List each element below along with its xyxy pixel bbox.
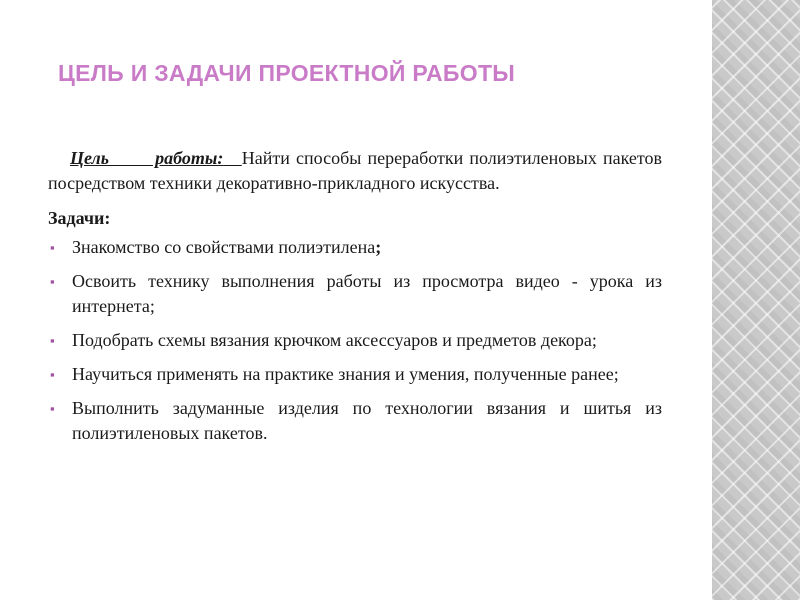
tasks-list [48, 235, 662, 446]
task-text-suffix: ; [375, 237, 382, 257]
decorative-side-band [712, 0, 800, 600]
square-bullet-icon: ▪ [50, 367, 55, 382]
slide-body [48, 146, 662, 455]
task-text: Подобрать схемы вязания крючком аксессуаров и предметов декора; [72, 330, 597, 350]
tasks-heading: Задачи: [48, 208, 111, 228]
square-bullet-icon: ▪ [50, 274, 55, 289]
task-item [48, 269, 662, 319]
square-bullet-icon: ▪ [50, 333, 55, 348]
task-item [48, 396, 662, 446]
goal-label-underline-gap [223, 148, 241, 168]
task-item [48, 328, 662, 353]
square-bullet-icon: ▪ [50, 401, 55, 416]
task-text: Освоить технику выполнения работы из просмотра видео - урока из интернета; [72, 271, 662, 316]
slide-title: ЦЕЛЬ И ЗАДАЧИ ПРОЕКТНОЙ РАБОТЫ [58, 60, 516, 86]
task-text: Выполнить задуманные изделия по технологии вязания и шитья из полиэтиленовых пакетов. [72, 398, 662, 443]
square-bullet-icon: ▪ [50, 240, 55, 255]
task-item [48, 235, 662, 260]
goal-text: Найти способы переработки полиэтиленовых пакетов посредством техники декоративно-прикладного искусства. [48, 148, 662, 193]
goal-label: Цель работы: [70, 148, 224, 168]
task-item [48, 362, 662, 387]
task-text: Научиться применять на практике знания и умения, полученные ранее; [72, 364, 619, 384]
goal-paragraph [48, 146, 662, 196]
task-text: Знакомство со свойствами полиэтилена [72, 237, 376, 257]
